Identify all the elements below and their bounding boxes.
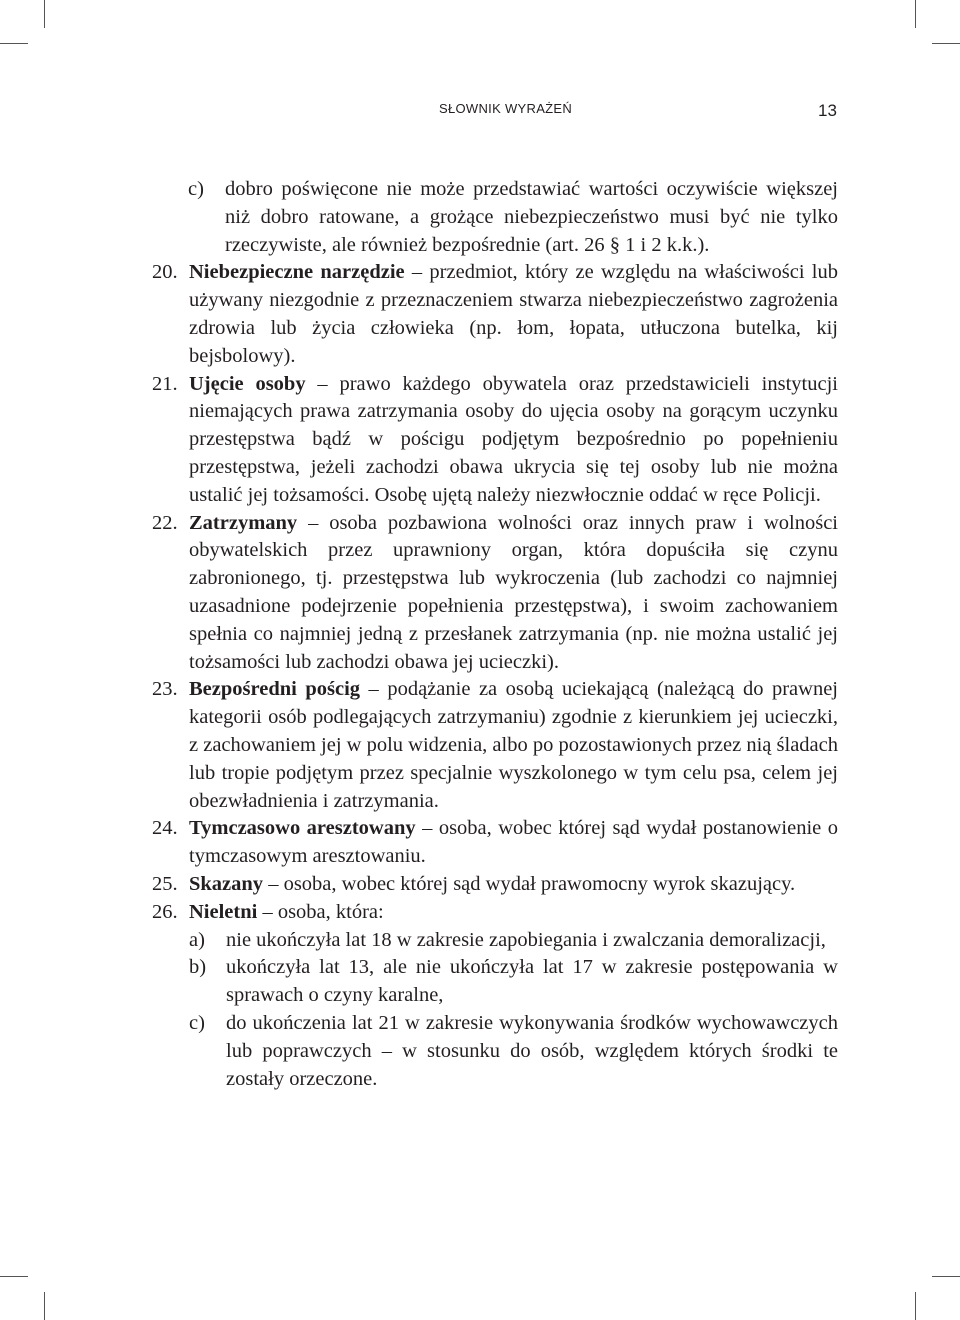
- item-definition: – przedmiot, który ze względu na właściwości lub używany niezgodnie z przeznaczeniem stwarza niebezpieczeństwo zagrożenia zdrowia lub życia człowieka (np. łom, łopata, utłuczona butelka, kij bejsbolowy).: [189, 261, 838, 367]
- item-text: [189, 371, 838, 510]
- list-item: [152, 259, 838, 370]
- crop-mark-top-right-h: [932, 43, 960, 44]
- crop-mark-top-right: [915, 0, 916, 28]
- item-label: 24.: [152, 817, 178, 840]
- sub-item-text: do ukończenia lat 21 w zakresie wykonywania środków wychowawczych lub poprawczych – w stosunku do osób, względem których środki te zostały orzeczone.: [226, 1011, 838, 1090]
- list-item: [152, 371, 838, 510]
- crop-mark-bottom-right: [915, 1292, 916, 1320]
- item-label: 25.: [152, 872, 178, 895]
- item-definition: – podążanie za osobą uciekającą (należącą do prawnej kategorii osób podlegających zatrzymaniu) zgodnie z kierunkiem jej ucieczki, z zachowaniem jej w polu widzenia, albo po pozostawionych przez nią śladach lub tropie podjętym przez specjalnie wyszkolonego w tym celu psa, celem jej obezwładnienia i zatrzymania.: [189, 678, 838, 812]
- sub-list-item: [152, 927, 838, 955]
- item-label: 23.: [152, 678, 178, 701]
- sub-item-text: nie ukończyła lat 18 w zakresie zapobiegania i zwalczania demoralizacji,: [226, 928, 826, 951]
- page-number: 13: [818, 101, 837, 120]
- crop-mark-bottom-left: [44, 1292, 45, 1320]
- item-definition: – osoba, wobec której sąd wydał prawomocny wyrok skazujący.: [263, 872, 796, 895]
- item-term: Tymczasowo aresztowany: [189, 817, 416, 840]
- item-definition: – prawo każdego obywatela oraz przedstawicieli instytucji niemających prawa zatrzymania osoby do ujęcia osoby na gorącym uczynku przestępstwa bądź w pościgu podjętym bezpośrednio po popełnieniu przestępstwa, jeżeli zachodzi obawa ukrycia się tej osoby lub nie można ustalić jej tożsamości. Osobę ujętą należy niezwłocznie oddać w ręce Policji.: [189, 372, 838, 506]
- item-term: Ujęcie osoby: [189, 372, 306, 395]
- item-term: Zatrzymany: [189, 511, 298, 534]
- item-text: [189, 899, 838, 927]
- item-text: [189, 676, 838, 815]
- sub-item-label: b): [189, 956, 207, 979]
- crop-mark-bottom-right-h: [932, 1276, 960, 1277]
- item-definition: – osoba, która:: [257, 900, 384, 923]
- item-label: 21.: [152, 372, 178, 395]
- crop-mark-bottom-left-h: [0, 1276, 28, 1277]
- running-head: SŁOWNIK WYRAŻEŃ: [439, 101, 573, 116]
- item-label: c): [188, 178, 204, 200]
- list-item: [152, 871, 838, 899]
- sub-item-text: ukończyła lat 13, ale nie ukończyła lat 17 w zakresie postępowania w sprawach o czyny karalne,: [226, 956, 838, 1007]
- item-term: Niebezpieczne narzędzie: [189, 261, 405, 284]
- item-definition: dobro poświęcone nie może przedstawiać wartości oczywiście większej niż dobro ratowane, a grożące niebezpieczeństwo musi być nie tylko rzeczywiste, ale również bezpośrednie (art. 26 § 1 i 2 k.k.).: [225, 178, 838, 256]
- crop-mark-top-left: [44, 0, 45, 28]
- list-item: [152, 510, 838, 677]
- item-term: Bezpośredni pościg: [189, 678, 361, 701]
- list-item: [152, 899, 838, 927]
- item-text: [189, 815, 838, 871]
- page-body: [152, 176, 838, 1093]
- list-item: [152, 676, 838, 815]
- item-label: 26.: [152, 900, 178, 923]
- item-text: [189, 510, 838, 677]
- list-item: [152, 815, 838, 871]
- item-label: 20.: [152, 261, 178, 284]
- item-definition: – osoba, wobec której sąd wydał postanowienie o tymczasowym aresztowaniu.: [189, 817, 838, 868]
- item-text: [189, 259, 838, 370]
- item-term: Skazany: [189, 872, 264, 895]
- item-text: [189, 871, 838, 899]
- sub-item-label: a): [189, 928, 205, 951]
- item-definition: – osoba pozbawiona wolności oraz innych praw i wolności obywatelskich przez uprawniony organ, która dopuściła się czynu zabronionego, tj. przestępstwa lub wykroczenia (lub zachodzi co najmniej uzasadnione podejrzenie popełnienia przestępstwa), i swoim zachowaniem spełnia co najmniej jedną z przesłanek zatrzymania (np. nie można ustalić jej tożsamości lub zachodzi obawa jej ucieczki).: [189, 511, 838, 673]
- crop-mark-top-left-h: [0, 43, 28, 44]
- sub-list-item: [152, 1010, 838, 1093]
- sub-list-item: [152, 954, 838, 1010]
- list-item: [152, 176, 838, 259]
- item-term: Nieletni: [189, 900, 258, 923]
- item-text: [225, 176, 838, 259]
- sub-item-label: c): [189, 1011, 205, 1034]
- item-label: 22.: [152, 511, 178, 534]
